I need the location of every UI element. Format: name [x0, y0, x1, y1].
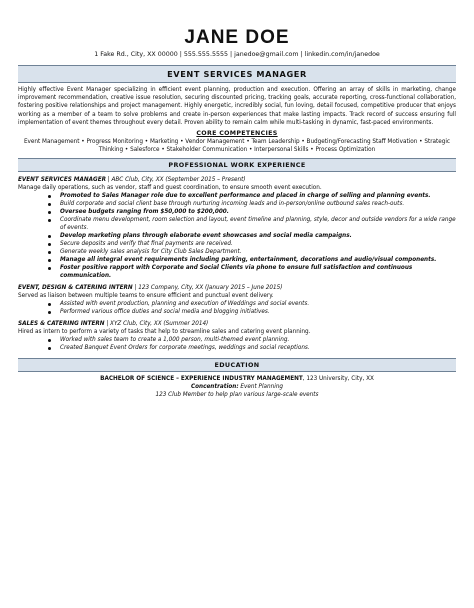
bullet-item: Generate weekly sales analysis for City Club Sales Department. — [60, 248, 456, 256]
concentration-line — [18, 383, 456, 391]
core-competencies-list: Event Management • Progress Monitoring • Marketing • Vendor Management • Team Leadership • Budgeting/Forecasting Staff Motivation • Strategic Thinking • Salesforce • Stakeholder Communication • Interpersonal Skills • Process Optimization — [23, 139, 451, 154]
job-header — [18, 284, 456, 292]
bullet-item: Manage all integral event requirements including parking, entertainment, decorations and audio/visual components. — [60, 256, 456, 264]
job-entry — [18, 284, 456, 316]
job-bullets — [18, 336, 456, 352]
degree-line — [18, 375, 456, 383]
bullet-item: Promoted to Sales Manager role due to excellent performance and placed in charge of selling and planning events. — [60, 192, 456, 200]
job-meta: | 123 Company, City, XX (January 2015 – June 2015) — [132, 285, 283, 292]
school-name: , 123 University, City, XX — [302, 376, 374, 383]
job-description: Manage daily operations, such as vendor, staff and guest coordination, to ensure smooth event execution. — [18, 185, 322, 192]
bullet-item: Performed various office duties and social media and blogging initiatives. — [60, 308, 456, 316]
professional-summary: Highly effective Event Manager specializing in efficient event planning, production and execution. Offering an array of skills in marketing, change improvement recommendation, creative issue resolution, securing discounted pricing, tracking goals, accurate reporting, cross-functional collaboration, fostering positive relationships and project management. Highly energetic, incredibly social, fun loving, detail focused, competitive producer that enjoys working as a member of a team to solve problems and create in-person experiences that make lasting impacts. Track record of success ensuring full implementation of event themes throughout every detail. Proven ability to remain calm while multi-tasking in dynamic, fast-paced environments. — [18, 87, 456, 126]
job-description: Served as liaison between multiple teams to ensure efficient and punctual event delivery. — [18, 293, 274, 300]
bullet-item: Secure deposits and verify that final payments are received. — [60, 240, 456, 248]
degree-name: BACHELOR OF SCIENCE – EXPERIENCE INDUSTRY MANAGEMENT — [100, 376, 303, 383]
job-title: EVENT, DESIGN & CATERING INTERN — [18, 285, 133, 292]
bullet-item: Oversee budgets ranging from $50,000 to $200,000. — [60, 208, 456, 216]
job-header — [18, 320, 456, 328]
job-title: EVENT SERVICES MANAGER — [18, 177, 106, 184]
job-entry — [18, 320, 456, 352]
job-entry — [18, 176, 456, 280]
contact-line: 1 Fake Rd., City, XX 00000 | 555.555.5555 | janedoe@gmail.com | linkedin.com/in/janedoe — [94, 51, 380, 58]
job-header — [18, 176, 456, 184]
job-description: Hired as intern to perform a variety of tasks that help to streamline sales and catering event planning. — [18, 329, 311, 336]
concentration-value: Event Planning — [238, 384, 284, 391]
concentration-label: Concentration: — [190, 384, 239, 391]
bullet-item: Build corporate and social client base through nurturing incoming leads and in-person/online outbound sales reach-outs. — [60, 200, 456, 208]
education-entry — [18, 375, 456, 399]
core-competencies-heading: CORE COMPETENCIES — [196, 130, 278, 138]
experience-section-heading: PROFESSIONAL WORK EXPERIENCE — [18, 158, 456, 172]
job-meta: | XYZ Club, City, XX (Summer 2014) — [104, 321, 209, 328]
job-title: SALES & CATERING INTERN — [18, 321, 105, 328]
job-meta: | ABC Club, City, XX (September 2015 – Present) — [105, 177, 246, 184]
job-bullets — [18, 192, 456, 280]
education-section-heading: EDUCATION — [18, 358, 456, 372]
candidate-name: JANE DOE — [184, 27, 290, 48]
bullet-item: Created Banquet Event Orders for corporate meetings, weddings and social receptions. — [60, 344, 456, 352]
education-note: 123 Club Member to help plan various large-scale events — [155, 392, 319, 399]
bullet-item: Coordinate menu development, room selection and layout, event timeline and planning, style, decor and outside vendors for a wide range of events. — [60, 217, 456, 232]
job-title-banner: EVENT SERVICES MANAGER — [18, 65, 456, 83]
bullet-item: Worked with sales team to create a 1,000 person, multi-themed event planning. — [60, 336, 456, 344]
bullet-item: Foster positive rapport with Corporate and Social Clients via phone to ensure full satisfaction and continuous communication. — [60, 264, 456, 280]
job-bullets — [18, 300, 456, 316]
bullet-item: Assisted with event production, planning and execution of Weddings and social events. — [60, 300, 456, 308]
bullet-item: Develop marketing plans through elaborate event showcases and social media campaigns. — [60, 232, 456, 240]
